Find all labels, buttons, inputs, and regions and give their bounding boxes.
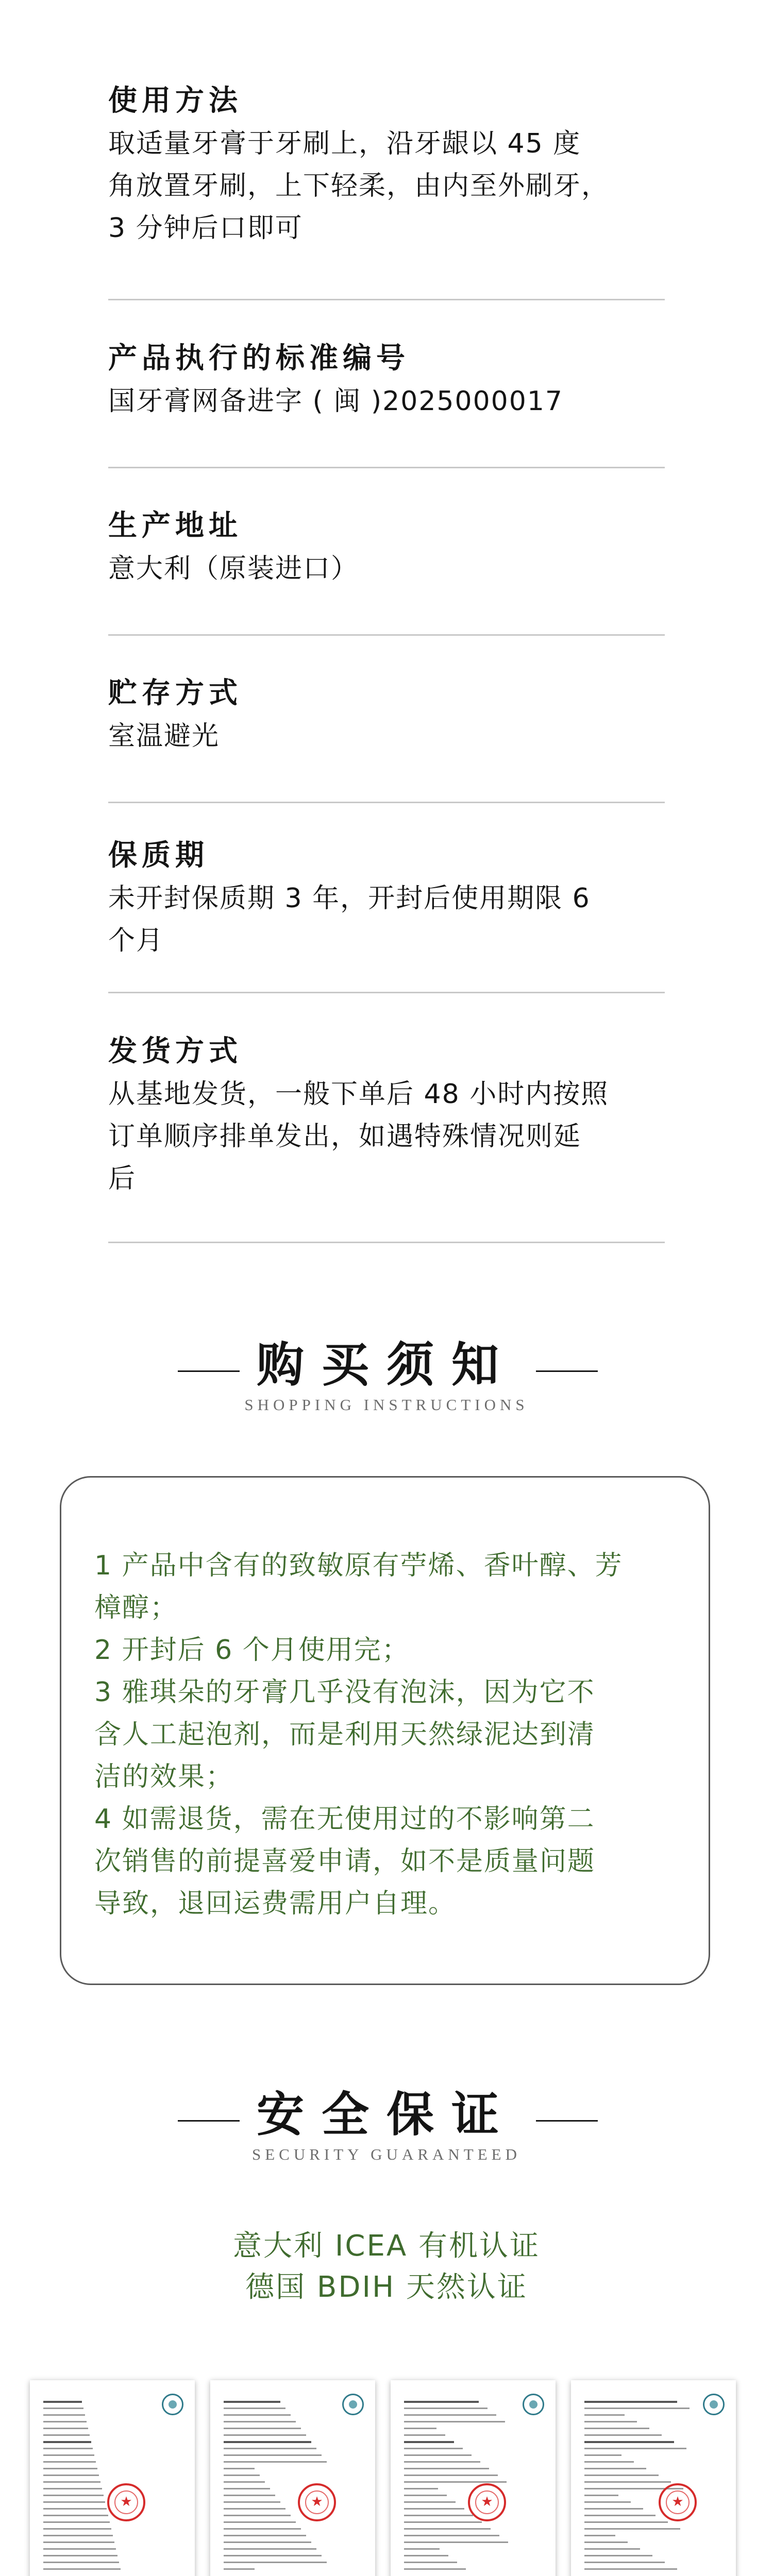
notice-line: 次销售的前提喜爱申请，如不是质量问题 [94, 1846, 596, 1877]
document-text-line [404, 2521, 482, 2523]
document-text-line [43, 2441, 91, 2443]
section-text: 从基地发货，一般下单后 48 小时内按照 [108, 1079, 609, 1110]
document-text-line [224, 2521, 296, 2523]
document-text-line [404, 2468, 489, 2469]
document-text-line [224, 2488, 270, 2489]
notice-line: 导致，退回运费需用户自理。 [94, 1888, 457, 1919]
document-text-line [43, 2501, 105, 2503]
document-text-line [43, 2481, 100, 2483]
notice-line: 洁的效果； [94, 1761, 234, 1792]
document-text-line [584, 2428, 649, 2429]
document-text-line [224, 2528, 301, 2530]
document-text-line [404, 2421, 505, 2422]
divider [108, 802, 665, 803]
document-text-line [584, 2541, 628, 2543]
document-text-line [584, 2421, 637, 2422]
divider [108, 992, 665, 993]
section-text: 后 [108, 1163, 137, 1194]
document-text-line [404, 2408, 488, 2409]
document-text-line [224, 2434, 306, 2436]
document-text-line [584, 2475, 659, 2476]
info-section-usage [108, 82, 665, 249]
document-text-line [584, 2495, 618, 2496]
document-text-line [404, 2555, 448, 2556]
document-text-line [224, 2468, 255, 2469]
document-text-line [584, 2481, 671, 2483]
section-text: 国牙膏网备进字 ( 闽 )2025000017 [108, 386, 564, 417]
section-title: 发货方式 [108, 1035, 242, 1068]
section-title: 贮存方式 [108, 676, 242, 710]
info-section-storage [108, 675, 665, 757]
section-text: 个月 [108, 925, 164, 956]
document-text-line [584, 2441, 674, 2443]
document-text-line [43, 2568, 121, 2570]
document-text-line [43, 2528, 111, 2530]
section-title: 使用方法 [108, 84, 242, 117]
document-text-line [224, 2515, 291, 2516]
document-text-line [404, 2461, 480, 2463]
document-text-line [43, 2555, 117, 2556]
document-text-line [404, 2441, 454, 2443]
document-text-line [584, 2521, 668, 2523]
document-text-line [224, 2495, 275, 2496]
section-text: 角放置牙刷，上下轻柔，由内至外刷牙， [108, 171, 610, 201]
document-text-line [43, 2548, 116, 2550]
document-text-line [224, 2421, 296, 2422]
divider [108, 467, 665, 468]
notice-line: 含人工起泡剂，而是利用天然绿泥达到清 [94, 1719, 596, 1750]
document-text-line [584, 2515, 656, 2516]
document-text-line [584, 2401, 677, 2403]
document-text-line [43, 2421, 87, 2422]
document-text-line [43, 2535, 113, 2536]
document-text-line [584, 2535, 615, 2536]
document-text-line [43, 2454, 94, 2456]
divider [108, 299, 665, 300]
certificate-thumbnail [210, 2380, 375, 2576]
document-text-line [404, 2434, 445, 2436]
document-text-line [224, 2428, 301, 2429]
document-text-line [584, 2468, 646, 2469]
document-text-line [43, 2508, 107, 2510]
document-text-line [584, 2555, 652, 2556]
document-text-line [224, 2541, 311, 2543]
notice-line: 2 开封后 6 个月使用完； [94, 1635, 410, 1666]
document-text-line [224, 2555, 322, 2556]
shopping-notice-box [60, 1476, 710, 1985]
document-text-line [404, 2568, 466, 2570]
document-text-line [43, 2515, 108, 2516]
document-text-line [404, 2528, 491, 2530]
document-text-line [584, 2568, 677, 2570]
shopping-title: 购买须知 [256, 1339, 516, 1392]
notice-line: 3 雅琪朵的牙膏几乎没有泡沫，因为它不 [94, 1677, 595, 1708]
section-text: 订单顺序排单发出，如遇特殊情况则延 [108, 1121, 582, 1152]
document-text-line [404, 2454, 472, 2456]
document-text-line [43, 2475, 99, 2476]
document-text-line [404, 2488, 438, 2489]
document-text-line [584, 2414, 625, 2416]
document-text-line [404, 2448, 463, 2449]
document-text-line [584, 2461, 634, 2463]
security-subtitle: SECURITY GUARANTEED [252, 2145, 521, 2163]
official-seal-icon [107, 2483, 145, 2521]
official-seal-icon [298, 2483, 336, 2521]
document-text-line [584, 2562, 665, 2563]
document-text-line [224, 2441, 311, 2443]
document-text-line [404, 2414, 496, 2416]
document-text-line [584, 2408, 690, 2409]
document-text-line [404, 2475, 498, 2476]
document-text-line [224, 2448, 316, 2449]
document-text-line [224, 2508, 285, 2510]
certification-logo-icon [703, 2394, 725, 2415]
info-section-standard [108, 340, 665, 422]
document-text-line [404, 2428, 436, 2429]
certificate-thumbnail [571, 2380, 736, 2576]
official-seal-icon [659, 2483, 697, 2521]
document-text-line [404, 2562, 457, 2563]
document-text-line [224, 2475, 260, 2476]
section-text: 未开封保质期 3 年，开封后使用期限 6 [108, 883, 591, 914]
document-text-line [584, 2501, 631, 2503]
document-text-line [43, 2488, 102, 2489]
document-text-line [43, 2434, 90, 2436]
certification-logo-icon [523, 2394, 544, 2415]
document-text-line [584, 2548, 640, 2550]
document-text-line [224, 2401, 280, 2403]
document-text-line [404, 2548, 440, 2550]
info-section-origin [108, 507, 665, 590]
document-text-line [43, 2448, 93, 2449]
document-text-line [43, 2408, 83, 2409]
document-text-line [404, 2495, 447, 2496]
shopping-heading [0, 1337, 773, 1415]
document-text-line [584, 2448, 686, 2449]
info-section-shipping [108, 1033, 665, 1200]
certification-logo-icon [342, 2394, 364, 2415]
info-section-shelf-life [108, 837, 665, 962]
section-title: 产品执行的标准编号 [108, 342, 410, 375]
document-text-line [224, 2568, 255, 2570]
document-text-line [224, 2535, 306, 2536]
document-text-line [224, 2501, 280, 2503]
document-text-line [224, 2481, 265, 2483]
section-text: 意大利（原装进口） [108, 553, 359, 584]
cert-label-icea: 意大利 ICEA 有机认证 [233, 2229, 540, 2263]
certificate-thumbnail [391, 2380, 556, 2576]
document-text-line [224, 2461, 327, 2463]
document-text-line [43, 2401, 82, 2403]
document-text-line [224, 2562, 327, 2563]
section-title: 生产地址 [108, 509, 242, 543]
divider [108, 1242, 665, 1243]
document-text-line [43, 2461, 96, 2463]
official-seal-icon [468, 2483, 506, 2521]
document-text-line [43, 2521, 110, 2523]
section-text: 室温避光 [108, 721, 220, 752]
cert-label-bdih: 德国 BDIH 天然认证 [245, 2270, 528, 2304]
certification-logo-icon [162, 2394, 183, 2415]
document-text-line [224, 2548, 316, 2550]
document-text-line [584, 2434, 662, 2436]
divider [108, 634, 665, 636]
security-title: 安全保证 [256, 2089, 516, 2141]
document-text-line [43, 2562, 119, 2563]
section-title: 保质期 [108, 839, 209, 872]
document-text-line [404, 2481, 507, 2483]
document-text-line [43, 2495, 104, 2496]
document-text-line [404, 2501, 456, 2503]
certificate-thumbnail [30, 2380, 195, 2576]
security-heading [0, 2087, 773, 2165]
document-text-line [224, 2408, 285, 2409]
document-text-line [43, 2414, 85, 2416]
document-text-line [584, 2528, 680, 2530]
document-text-line [584, 2508, 643, 2510]
document-text-line [43, 2428, 88, 2429]
notice-line: 1 产品中含有的致敏原有苧烯、香叶醇、芳 [94, 1550, 623, 1581]
section-text: 取适量牙膏于牙刷上，沿牙龈以 45 度 [108, 128, 581, 159]
document-text-line [404, 2401, 479, 2403]
document-text-line [43, 2541, 114, 2543]
document-text-line [224, 2454, 322, 2456]
document-text-line [584, 2454, 621, 2456]
document-text-line [224, 2414, 291, 2416]
notice-line: 樟醇； [94, 1592, 178, 1623]
document-text-line [404, 2541, 508, 2543]
document-text-line [404, 2515, 473, 2516]
document-text-line [404, 2508, 464, 2510]
shopping-subtitle: SHOPPING INSTRUCTIONS [244, 1396, 529, 1414]
section-text: 3 分钟后口即可 [108, 213, 303, 244]
document-text-line [404, 2535, 499, 2536]
notice-line: 4 如需退货，需在无使用过的不影响第二 [94, 1804, 595, 1835]
document-text-line [43, 2468, 97, 2469]
